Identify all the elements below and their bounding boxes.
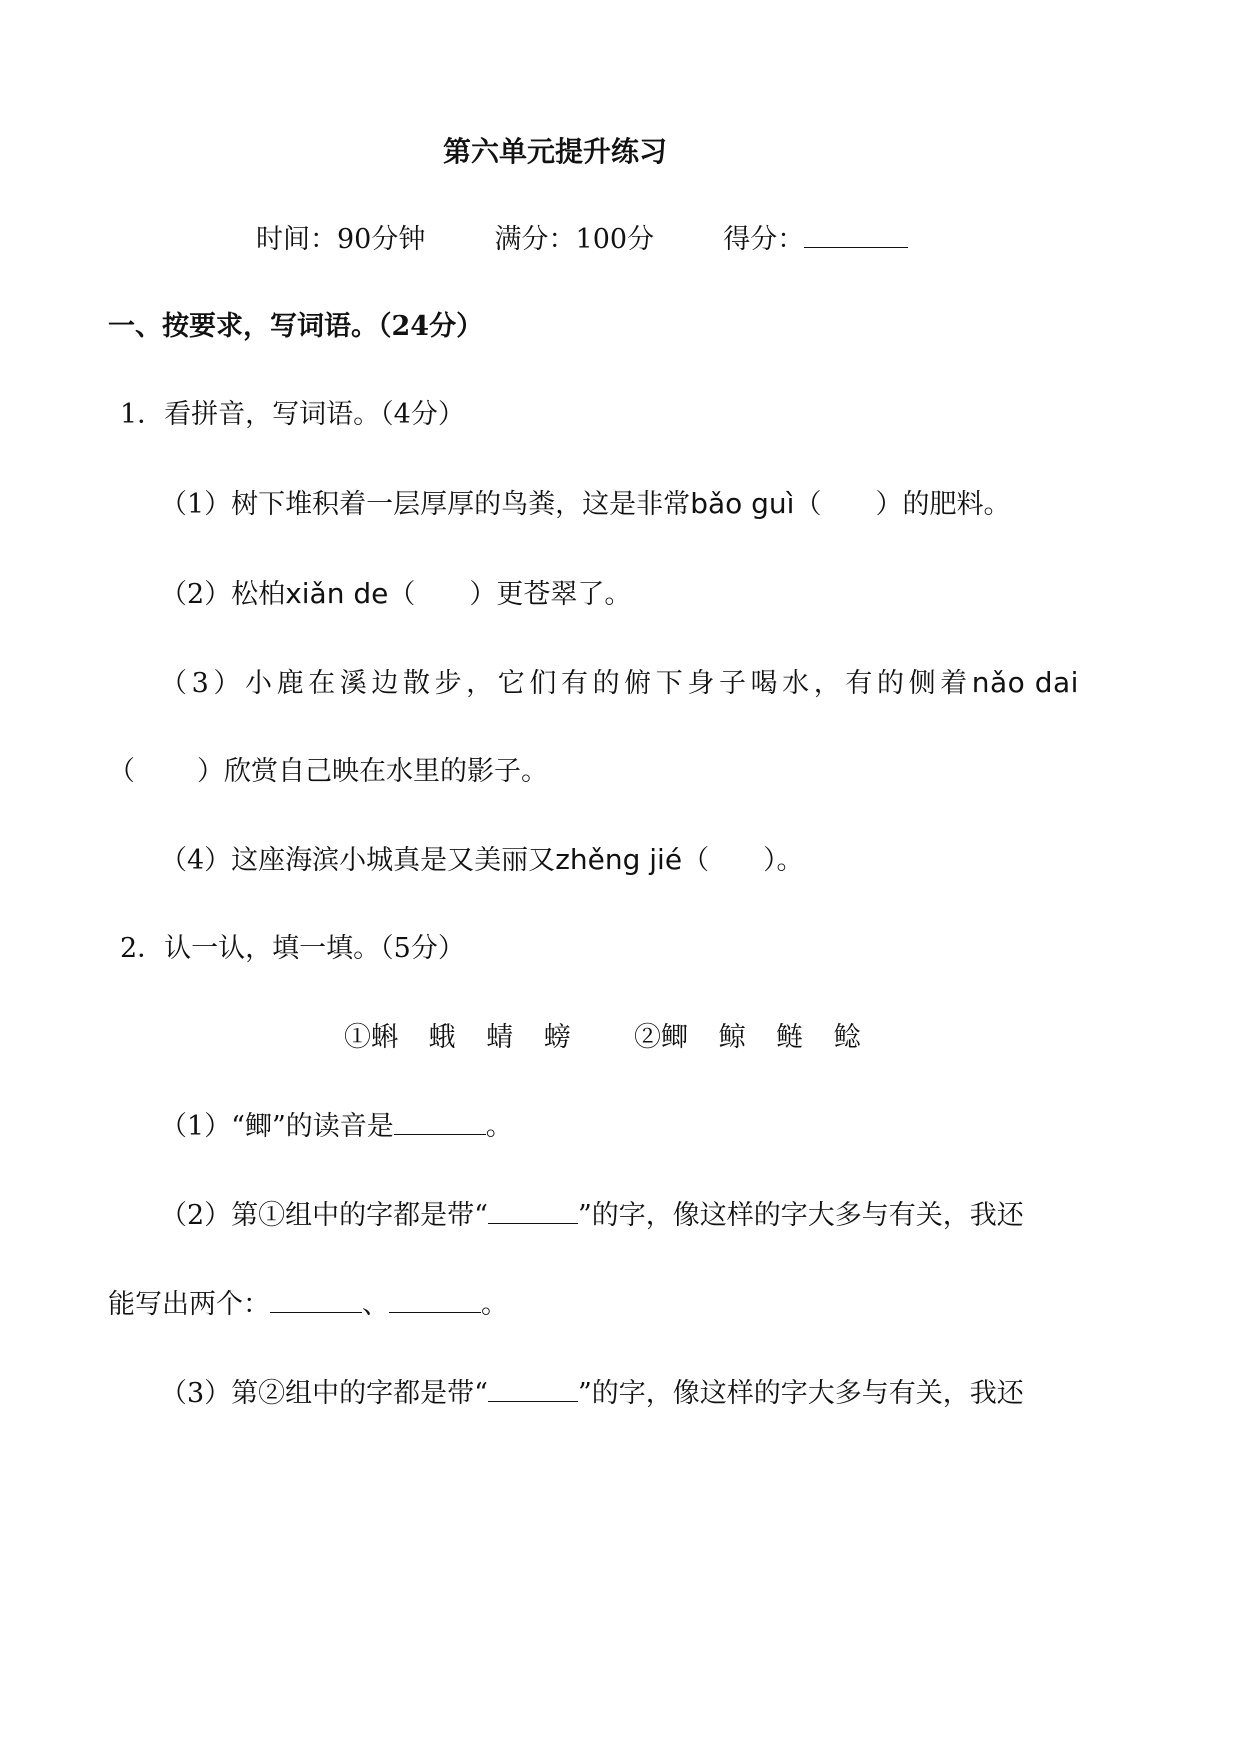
item-text: 。 bbox=[481, 1289, 508, 1320]
item-text: 。 bbox=[485, 1111, 513, 1142]
item-text: 、 bbox=[362, 1289, 389, 1320]
pinyin-prompt: bǎo guì bbox=[690, 487, 795, 520]
item-text: ）的肥料。 bbox=[875, 489, 1011, 520]
answer-blank[interactable] bbox=[488, 1197, 578, 1224]
question-item bbox=[160, 1375, 1024, 1412]
paren-open: （ bbox=[108, 756, 135, 787]
answer-blank[interactable] bbox=[394, 1108, 486, 1135]
item-text: ”的字，像这样的字大多与有关，我还 bbox=[577, 1378, 1024, 1409]
question-heading: 1．看拼音，写词语。（4分） bbox=[120, 399, 465, 430]
exam-meta bbox=[256, 221, 908, 258]
question-item bbox=[160, 665, 1079, 702]
question-item bbox=[160, 842, 804, 879]
pinyin-prompt: nǎo dai bbox=[971, 666, 1079, 699]
item-text: 能写出两个： bbox=[108, 1289, 270, 1320]
score-label: 得分： bbox=[723, 224, 805, 255]
item-text: （1）“鲫”的读音是 bbox=[160, 1111, 394, 1142]
group-2-char: 鲢 bbox=[776, 1022, 804, 1053]
question-item bbox=[160, 1108, 513, 1145]
group-1-char: 蝌 bbox=[371, 1022, 398, 1053]
item-text: （3）第②组中的字都是带“ bbox=[160, 1378, 488, 1409]
question-item bbox=[160, 486, 1010, 523]
group-1-label: ① bbox=[344, 1022, 371, 1053]
paren-open: （ bbox=[388, 579, 416, 610]
answer-blank[interactable] bbox=[488, 1375, 578, 1402]
item-text: ）更苍翠了。 bbox=[469, 579, 632, 610]
group-1-char: 蜻 bbox=[486, 1022, 514, 1053]
full-score-label: 满分：100分 bbox=[494, 224, 655, 255]
paren-open: （ bbox=[794, 489, 822, 520]
group-2-char: 鲸 bbox=[718, 1022, 746, 1053]
question-heading: 2．认一认，填一填。（5分） bbox=[120, 933, 465, 964]
item-text: （2）第①组中的字都是带“ bbox=[160, 1200, 488, 1231]
pinyin-prompt: zhěng jié bbox=[555, 843, 683, 876]
answer-blank[interactable] bbox=[389, 1286, 481, 1313]
item-text: ）。 bbox=[763, 845, 804, 876]
item-text: （4）这座海滨小城真是又美丽又 bbox=[160, 845, 556, 876]
question-item-continued bbox=[108, 754, 548, 790]
item-text: （2）松柏 bbox=[160, 579, 286, 610]
score-blank[interactable] bbox=[804, 221, 908, 248]
answer-blank[interactable] bbox=[270, 1286, 362, 1313]
group-2-char: 鲶 bbox=[833, 1022, 861, 1053]
item-text: （1）树下堆积着一层厚厚的鸟粪，这是非常 bbox=[160, 489, 691, 520]
group-1-char: 蛾 bbox=[428, 1022, 456, 1053]
character-groups bbox=[344, 1020, 861, 1056]
time-label: 时间：90分钟 bbox=[256, 224, 426, 255]
question-item bbox=[160, 576, 631, 613]
section-heading: 一、按要求，写词语。（24分） bbox=[108, 311, 484, 342]
group-2-label: ② bbox=[633, 1022, 661, 1053]
group-2-char: 鲫 bbox=[660, 1022, 688, 1053]
question-item-continued bbox=[108, 1286, 508, 1323]
question-item bbox=[160, 1197, 1024, 1234]
group-1-char: 螃 bbox=[543, 1022, 571, 1053]
item-text: （3）小鹿在溪边散步，它们有的俯下身子喝水，有的侧着 bbox=[160, 668, 972, 699]
page-title: 第六单元提升练习 bbox=[442, 135, 667, 168]
item-text: ）欣赏自己映在水里的影子。 bbox=[197, 756, 548, 787]
pinyin-prompt: xiǎn de bbox=[285, 577, 389, 610]
paren-open: （ bbox=[682, 845, 710, 876]
item-text: ”的字，像这样的字大多与有关，我还 bbox=[577, 1200, 1024, 1231]
